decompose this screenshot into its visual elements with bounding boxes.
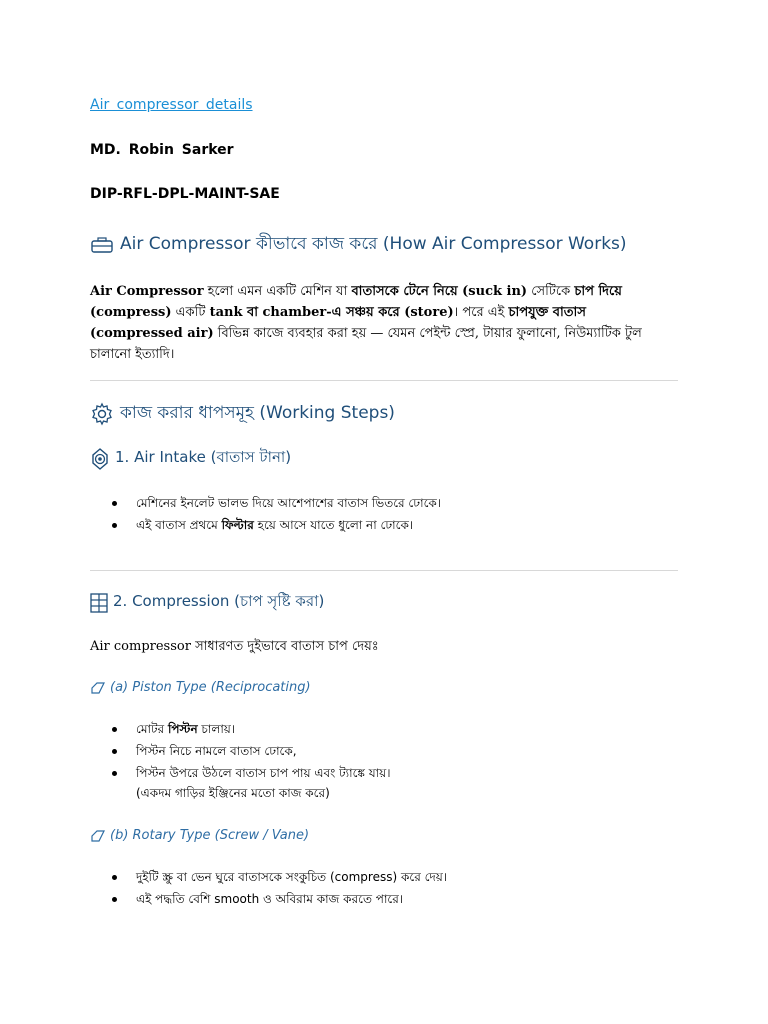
section-heading-working-steps <box>90 400 395 428</box>
divider <box>90 570 678 571</box>
text-run: সেটিকে <box>527 284 575 299</box>
section-heading-how-it-works <box>90 231 627 259</box>
step-title: 1. Air Intake (বাতাস টানা) <box>115 448 292 466</box>
text-run: এই পদ্ধতি বেশি smooth ও অবিরাম কাজ করতে পারে। <box>136 892 404 906</box>
text-run: হয়ে আসে যাতে ধুলো না ঢোকে। <box>253 518 414 532</box>
subheading-rotary-type <box>90 828 309 843</box>
bullet-icon <box>112 727 117 732</box>
list-item <box>112 514 441 536</box>
text-run: । পরে এই <box>453 305 509 320</box>
grid-icon <box>90 593 108 613</box>
text-run: tank বা chamber-এ সঞ্চয় করে (store) <box>209 305 454 320</box>
text-run: হলো এমন একটি মেশিন যা <box>203 284 352 299</box>
text-run: চাপযুক্ত বাতাস (compressed air) <box>90 305 586 341</box>
text-run: মোটর <box>136 722 168 736</box>
text-run: পিস্টন নিচে নামলে বাতাস ঢোকে, <box>136 744 297 758</box>
step-heading-air-intake <box>90 446 291 471</box>
text-run: দুইটি স্ক্রু বা ভেন ঘুরে বাতাসকে সংকুচিত (compress) করে দেয়। <box>136 870 448 884</box>
bullet-icon <box>112 771 117 776</box>
subheading-title: (a) Piston Type (Reciprocating) <box>110 680 311 695</box>
subheading-piston-type <box>90 680 311 695</box>
intro-paragraph <box>90 281 680 365</box>
bullet-icon <box>112 501 117 506</box>
list-item <box>112 888 447 910</box>
text-run: একটি <box>171 305 210 320</box>
text-run: মেশিনের ইনলেট ভালভ দিয়ে আশেপাশের বাতাস ভিতরে ঢোকে। <box>136 496 442 510</box>
bullet-icon <box>112 897 117 902</box>
text-run: এই বাতাস প্রথমে <box>136 518 222 532</box>
gear-icon <box>90 402 114 426</box>
section-title: Air Compressor কীভাবে কাজ করে (How Air Compressor Works) <box>120 234 627 254</box>
divider <box>90 380 678 381</box>
text-run: চাপ দিয়ে (compress) <box>90 284 622 320</box>
document-code: DIP-RFL-DPL-MAINT-SAE <box>90 186 280 202</box>
target-icon <box>90 448 110 470</box>
text-run: বিভিন্ন কাজে ব্যবহার করা হয় — যেমন পেইন্ট স্প্রে, টায়ার ফুলানো, নিউম্যাটিক টুল চালানো ইত্যাদি। <box>90 326 642 362</box>
diamond-icon <box>90 681 106 695</box>
list-item <box>112 492 441 514</box>
text-run: পিস্টন <box>167 722 198 736</box>
section-title: কাজ করার ধাপসমূহ (Working Steps) <box>120 403 395 423</box>
text-run: ফিল্টার <box>221 518 254 532</box>
compression-intro: Air compressor সাধারণত দুইভাবে বাতাস চাপ দেয়ঃ <box>90 639 379 654</box>
piston-note: (একদম গাড়ির ইঞ্জিনের মতো কাজ করে) <box>136 786 330 800</box>
list-item <box>112 866 447 888</box>
text-run: চালায়। <box>197 722 236 736</box>
list-item <box>112 762 391 784</box>
step-heading-compression <box>90 590 324 615</box>
text-run: পিস্টন উপরে উঠলে বাতাস চাপ পায় এবং ট্যাঙ্কে যায়। <box>136 766 391 780</box>
list-item <box>112 740 391 762</box>
text-run: Air Compressor <box>90 284 204 299</box>
step-title: 2. Compression (চাপ সৃষ্টি করা) <box>113 592 325 610</box>
bullet-icon <box>112 523 117 528</box>
compressor-icon <box>90 235 114 255</box>
rotary-type-list <box>112 866 447 910</box>
air-intake-list <box>112 492 441 536</box>
text-run: বাতাসকে টেনে নিয়ে (suck in) <box>351 284 528 299</box>
piston-type-list <box>112 718 391 784</box>
diamond-icon <box>90 829 106 843</box>
author-name: MD. Robin Sarker <box>90 142 234 158</box>
bullet-icon <box>112 875 117 880</box>
document-link[interactable]: Air compressor details <box>90 97 253 113</box>
subheading-title: (b) Rotary Type (Screw / Vane) <box>110 828 310 843</box>
bullet-icon <box>112 749 117 754</box>
list-item <box>112 718 391 740</box>
